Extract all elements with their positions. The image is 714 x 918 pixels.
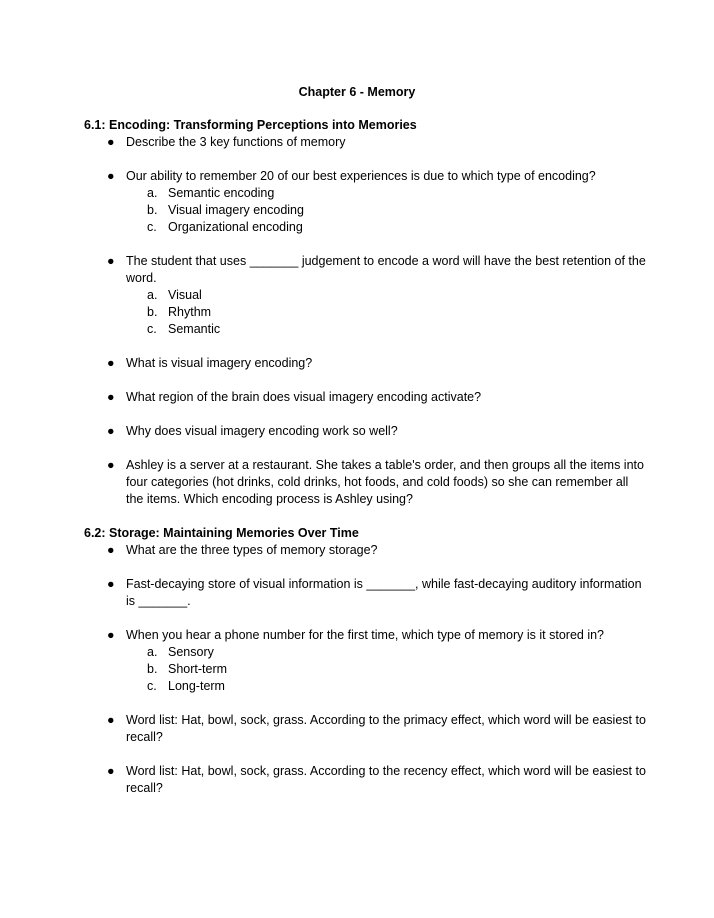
option-text: Sensory	[168, 645, 214, 659]
question-text: Why does visual imagery encoding work so well?	[126, 424, 398, 438]
bullet-icon: ●	[107, 390, 115, 404]
question-text: When you hear a phone number for the first time, which type of memory is it stored in?	[126, 628, 604, 642]
option-label: b.	[147, 305, 158, 319]
bullet-icon: ●	[107, 424, 115, 438]
question-text: Ashley is a server at a restaurant. She takes a table's order, and then groups all the items into four categories (hot drinks, cold drinks, hot foods, and cold foods) so she can remember all the items. Which encoding process is Ashley using?	[126, 458, 644, 506]
option-text: Organizational encoding	[168, 220, 303, 234]
option-label: a.	[147, 645, 158, 659]
page-title: Chapter 6 - Memory	[298, 85, 416, 99]
option-label: a.	[147, 288, 158, 302]
bullet-icon: ●	[107, 356, 115, 370]
option-label: c.	[147, 220, 157, 234]
option-text: Semantic	[168, 322, 221, 336]
option-text: Rhythm	[168, 305, 212, 319]
question-text: Word list: Hat, bowl, sock, grass. According to the primacy effect, which word will be easiest to recall?	[126, 713, 646, 744]
question-text: What are the three types of memory storage?	[126, 543, 378, 557]
bullet-icon: ●	[107, 135, 115, 149]
question-text: Describe the 3 key functions of memory	[126, 135, 346, 149]
section-heading: 6.1: Encoding: Transforming Perceptions into Memories	[84, 118, 417, 132]
bullet-icon: ●	[107, 458, 115, 472]
section-heading: 6.2: Storage: Maintaining Memories Over Time	[84, 526, 359, 540]
bullet-icon: ●	[107, 764, 115, 778]
bullet-icon: ●	[107, 254, 115, 268]
option-text: Semantic encoding	[168, 186, 275, 200]
option-label: c.	[147, 679, 157, 693]
option-label: b.	[147, 203, 158, 217]
question-text: Fast-decaying store of visual information is _______, while fast-decaying auditory information is _______.	[126, 577, 642, 608]
option-label: c.	[147, 322, 157, 336]
question-text: What region of the brain does visual imagery encoding activate?	[126, 390, 482, 404]
bullet-icon: ●	[107, 169, 115, 183]
question-text: Our ability to remember 20 of our best experiences is due to which type of encoding?	[126, 169, 596, 183]
option-label: b.	[147, 662, 158, 676]
bullet-icon: ●	[107, 577, 115, 591]
question-text: What is visual imagery encoding?	[126, 356, 313, 370]
option-text: Visual imagery encoding	[168, 203, 304, 217]
option-label: a.	[147, 186, 158, 200]
bullet-icon: ●	[107, 543, 115, 557]
option-text: Visual	[168, 288, 202, 302]
bullet-icon: ●	[107, 628, 115, 642]
bullet-icon: ●	[107, 713, 115, 727]
question-text: The student that uses _______ judgement to encode a word will have the best retention of the word.	[126, 254, 646, 285]
question-text: Word list: Hat, bowl, sock, grass. According to the recency effect, which word will be easiest to recall?	[126, 764, 646, 795]
option-text: Short-term	[168, 662, 228, 676]
option-text: Long-term	[168, 679, 225, 693]
